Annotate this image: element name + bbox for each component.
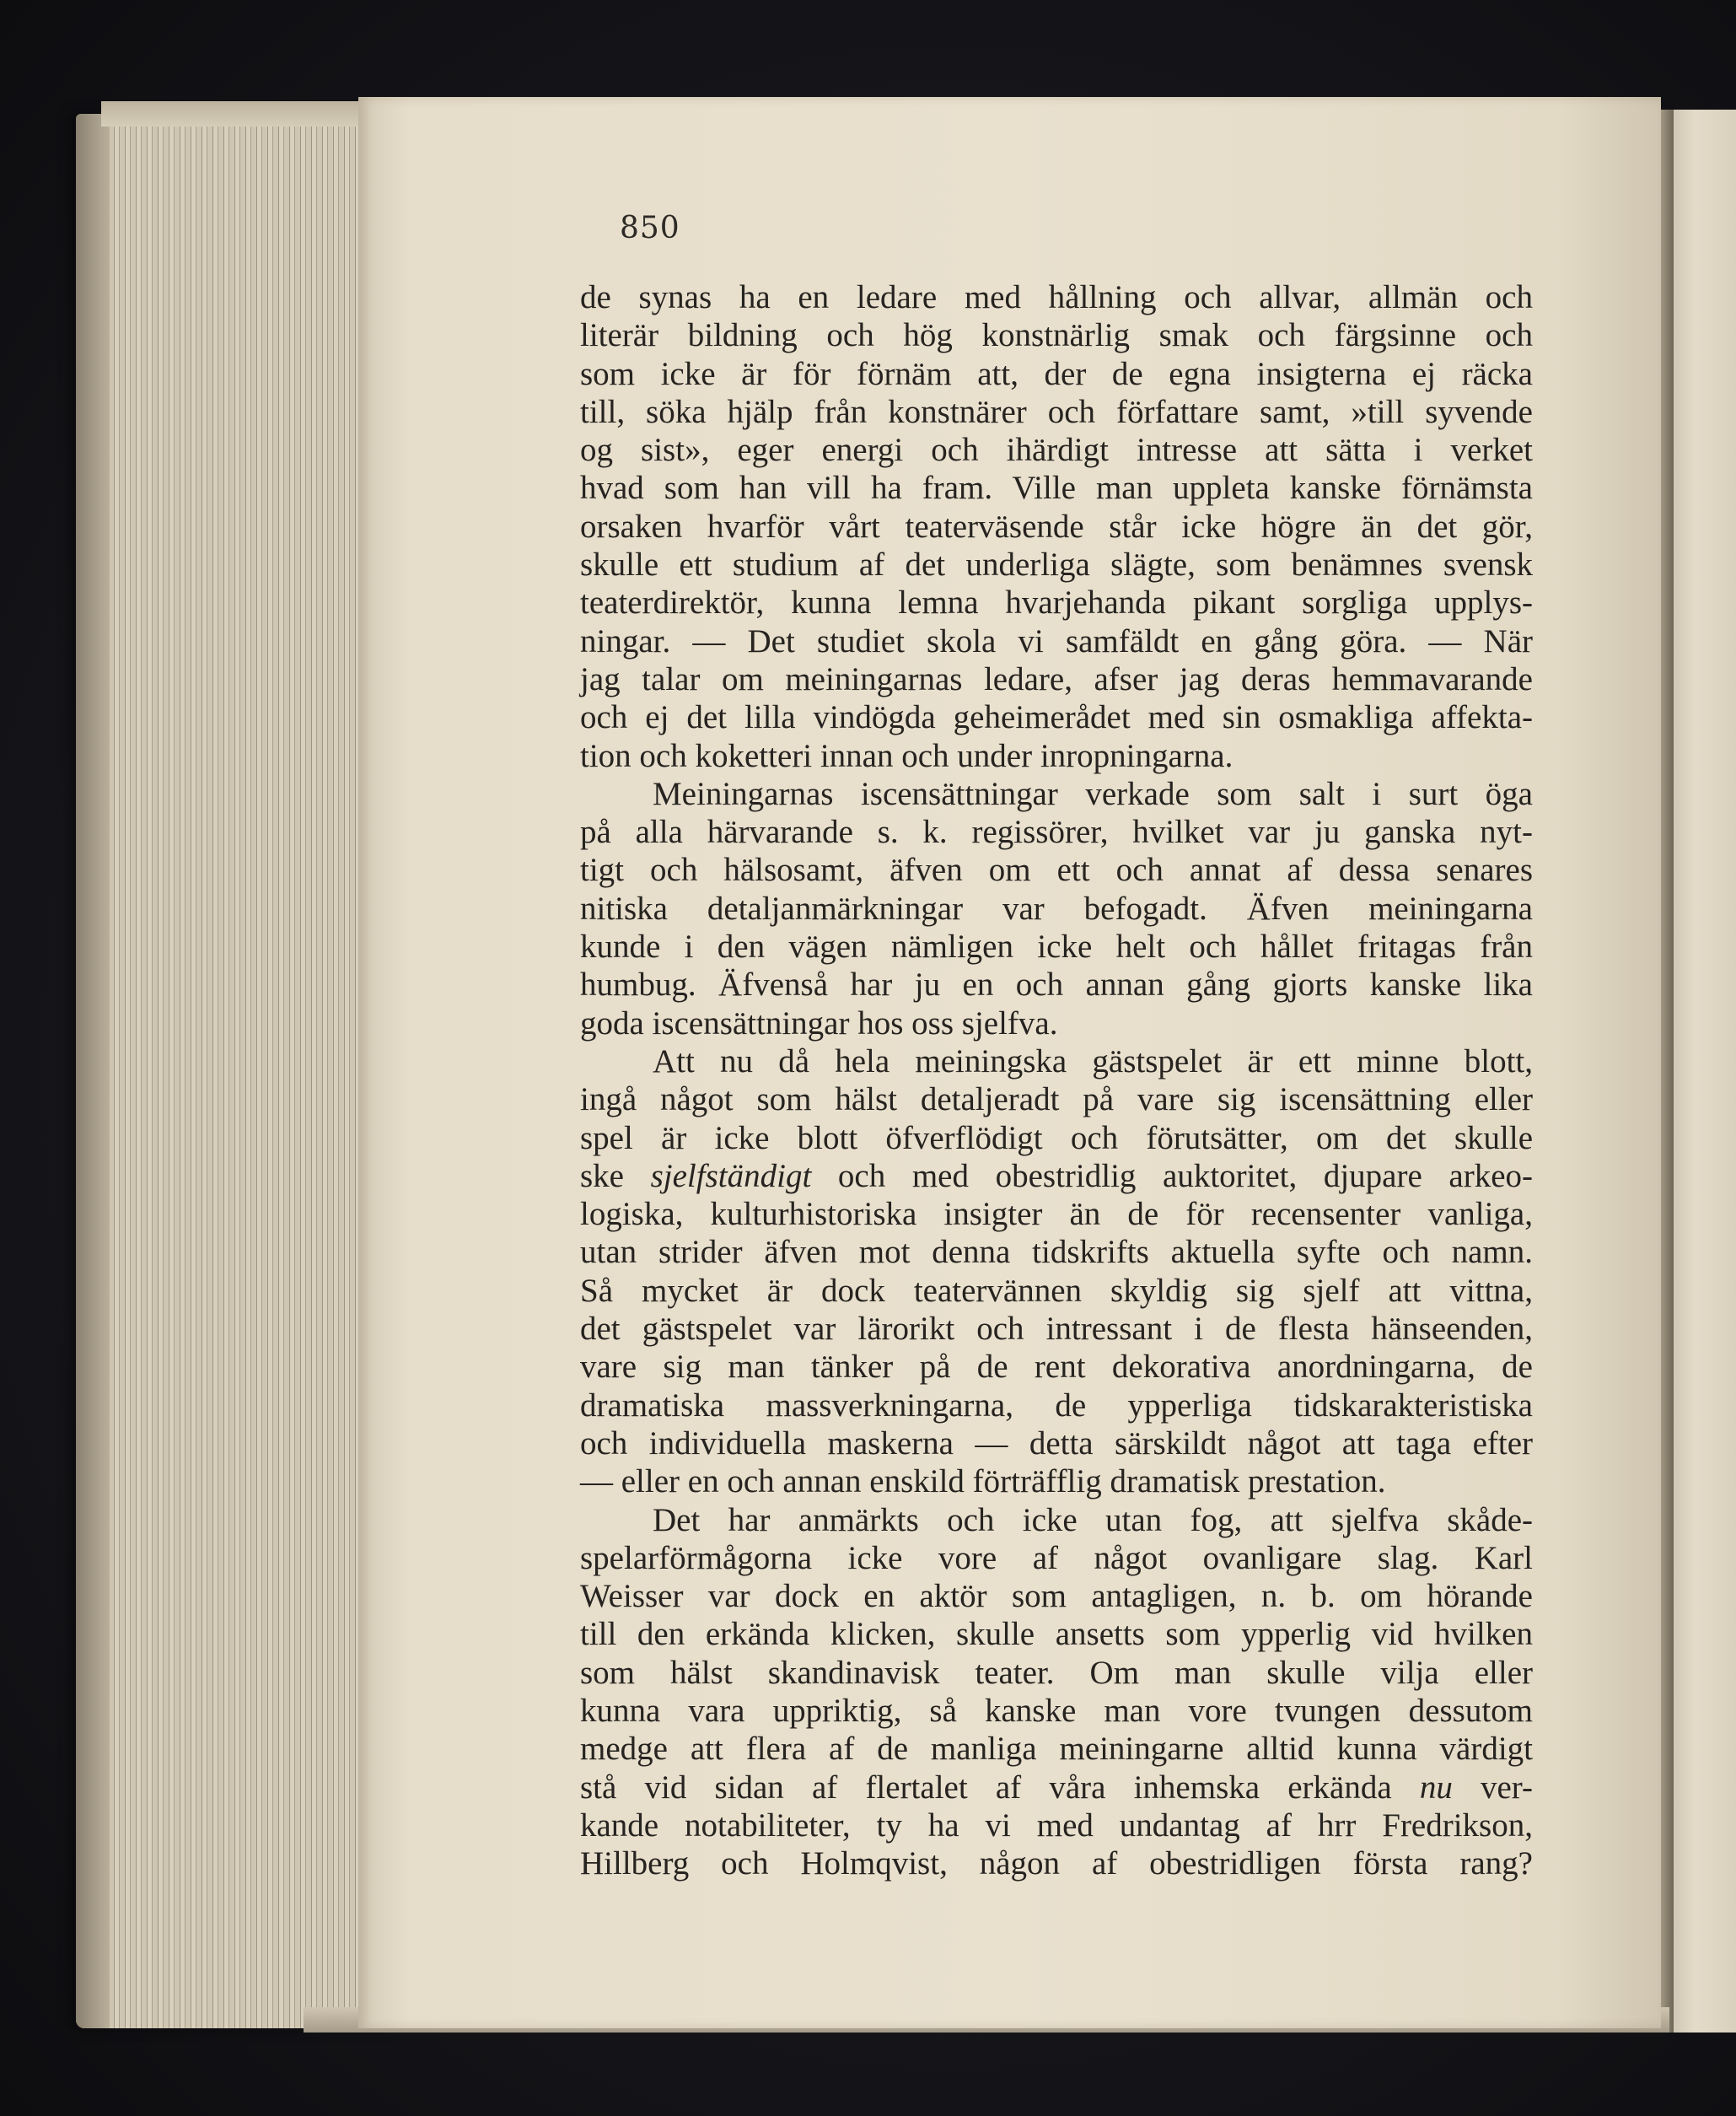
text-line: vare sig man tänker på de rent dekorativa anordningarna, de [580,1349,1533,1386]
text-line: utan strider äfven mot denna tidskrifts aktuella syfte och namn. [580,1234,1533,1271]
text-line: till den erkända klicken, skulle ansetts som ypperlig vid hvilken [580,1616,1533,1653]
book-fore-edge [76,114,110,2028]
text-fragment: ver- [1452,1769,1533,1806]
text-line: teaterdirektör, kunna lemna hvarjehanda pikant sorgliga upplys- [580,584,1533,622]
text-line: dramatiska massverkningarna, de ypperliga tidskarakteristiska [580,1386,1533,1424]
text-line: tigt och hälsosamt, äfven om ett och annat af dessa senares [580,852,1533,889]
text-line [580,1157,1533,1195]
text-line: orsaken hvarför vårt teaterväsende står icke högre än det gör, [580,508,1533,545]
page-number: 850 [620,211,680,245]
text-line: ningar. — Det studiet skola vi samfäldt en gång göra. — När [580,622,1533,660]
text-line: nitiska detaljanmärkningar var befogadt. Äfven meiningarna [580,890,1533,927]
text-fragment: stå vid sidan af flertalet af våra inhemska erkända [580,1769,1420,1806]
text-fragment: ske [580,1157,651,1194]
text-line: Hillberg och Holmqvist, någon af obestridligen första rang? [580,1845,1533,1882]
text-line: kande notabiliteter, ty ha vi med undantag af hrr Fredrikson, [580,1806,1533,1844]
text-line: og sist», eger energi och ihärdigt intresse att sätta i verket [580,432,1533,469]
body-text [580,278,1533,1882]
italic-word: nu [1419,1769,1453,1806]
text-line [580,1769,1533,1806]
text-line: — eller en och annan enskild förträfflig dramatisk prestation. [580,1463,1386,1500]
italic-word: sjelfständigt [650,1157,812,1194]
text-line: hvad som han vill ha fram. Ville man uppleta kanske förnämsta [580,470,1533,507]
text-line: och ej det lilla vindögda geheimerådet med sin osmakliga affekta- [580,699,1533,736]
text-line: medge att flera af de manliga meiningarne alltid kunna värdigt [580,1731,1533,1768]
text-line: Så mycket är dock teatervännen skyldig sig sjelf att vittna, [580,1272,1533,1309]
text-line: kunna vara uppriktig, så kanske man vore tvungen dessutom [580,1692,1533,1729]
text-line: det gästspelet var lärorikt och intressant i de flesta hänseenden, [580,1311,1533,1348]
text-fragment: och med obestridlig auktoritet, djupare arkeo- [811,1157,1533,1194]
text-line: som icke är för förnäm att, der de egna insigterna ej räcka [580,355,1533,392]
text-line: kunde i den vägen nämligen icke helt och hållet fritagas från [580,929,1533,966]
facing-page [1665,110,1736,2033]
text-line: Weisser var dock en aktör som antagligen, n. b. om hörande [580,1578,1533,1615]
text-line: spelarförmågorna icke vore af något ovanligare slag. Karl [580,1539,1533,1576]
text-line: Det har anmärkts och icke utan fog, att sjelfva skåde- [653,1501,1533,1538]
text-line: ingå något som hälst detaljeradt på vare sig iscensättning eller [580,1081,1533,1118]
text-line: jag talar om meiningarnas ledare, afser jag deras hemmavarande [580,660,1533,697]
text-line: spel är icke blott öfverflödigt och förutsätter, om det skulle [580,1119,1533,1156]
text-line: Meiningarnas iscensättningar verkade som salt i surt öga [653,775,1533,812]
page-stack-edges [76,114,396,2028]
text-line: på alla härvarande s. k. regissörer, hvilket var ju ganska nyt- [580,814,1533,851]
text-line: literär bildning och hög konstnärlig smak och färgsinne och [580,317,1533,354]
text-line: Att nu då hela meiningska gästspelet är ett minne blott, [653,1042,1533,1080]
text-line: humbug. Äfvenså har ju en och annan gång gjorts kanske lika [580,966,1533,1004]
text-line: till, söka hjälp från konstnärer och författare samt, »till syvende [580,393,1533,430]
text-line: tion och koketteri innan och under inropningarna. [580,737,1233,774]
text-line: goda iscensättningar hos oss sjelfva. [580,1004,1058,1042]
text-line: och individuella maskerna — detta särskildt något att taga efter [580,1424,1533,1462]
text-line: skulle ett studium af det underliga slägte, som benämnes svensk [580,546,1533,584]
text-line: de synas ha en ledare med hållning och allvar, allmän och [580,279,1533,315]
page-stack-top [101,101,379,127]
text-line: logiska, kulturhistoriska insigter än de för recensenter vanliga, [580,1196,1533,1233]
text-line: som hälst skandinavisk teater. Om man skulle vilja eller [580,1654,1533,1691]
